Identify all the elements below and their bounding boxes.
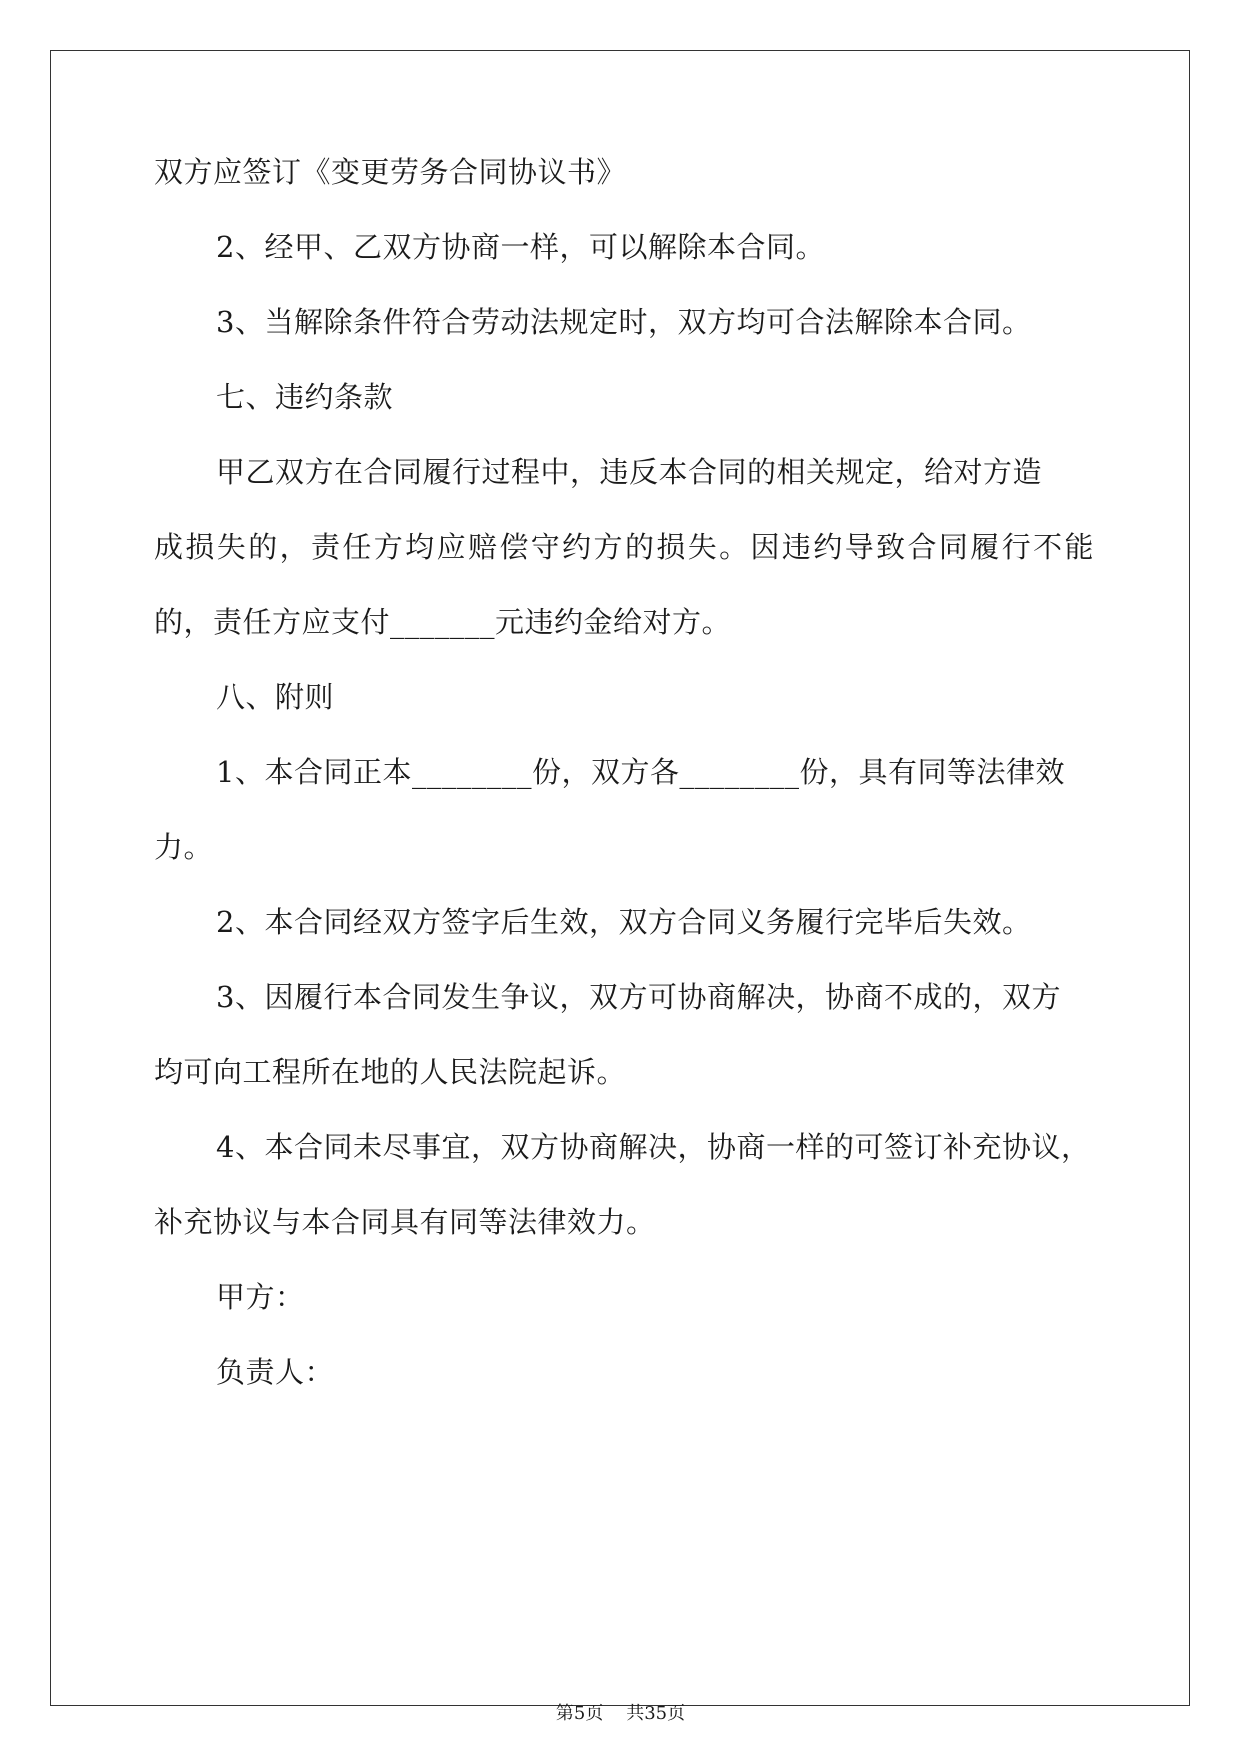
body-line: 3、因履行本合同发生争议，双方可协商解决，协商不成的，双方 (216, 980, 1061, 1014)
page-border (50, 50, 1190, 1706)
body-line: 2、本合同经双方签字后生效，双方合同义务履行完毕后失效。 (216, 905, 1032, 939)
body-line: 2、经甲、乙双方协商一样，可以解除本合同。 (216, 230, 825, 264)
body-line: 补充协议与本合同具有同等法律效力。 (154, 1205, 656, 1239)
signature-party-a: 甲方： (216, 1280, 305, 1314)
page-number: 第5页 (555, 1703, 604, 1724)
section-heading: 七、违约条款 (216, 380, 394, 414)
body-line: 甲乙双方在合同履行过程中，违反本合同的相关规定，给对方造 (216, 455, 1043, 489)
section-heading: 八、附则 (216, 680, 335, 714)
body-line: 力。 (154, 830, 214, 864)
body-line: 的，责任方应支付_______元违约金给对方。 (154, 605, 732, 639)
body-line: 4、本合同未尽事宜，双方协商解决，协商一样的可签订补充协议， (216, 1130, 1091, 1164)
body-line: 成损失的，责任方均应赔偿守约方的损失。因违约导致合同履行不能 (154, 530, 1094, 564)
page-footer (0, 1702, 1241, 1726)
body-line: 双方应签订《变更劳务合同协议书》 (154, 155, 627, 189)
body-line: 3、当解除条件符合劳动法规定时，双方均可合法解除本合同。 (216, 305, 1032, 339)
body-line: 1、本合同正本________份，双方各________份，具有同等法律效 (216, 755, 1065, 789)
page-total: 共35页 (626, 1703, 686, 1724)
body-line: 均可向工程所在地的人民法院起诉。 (154, 1055, 627, 1089)
signature-responsible-person: 负责人： (216, 1355, 335, 1389)
